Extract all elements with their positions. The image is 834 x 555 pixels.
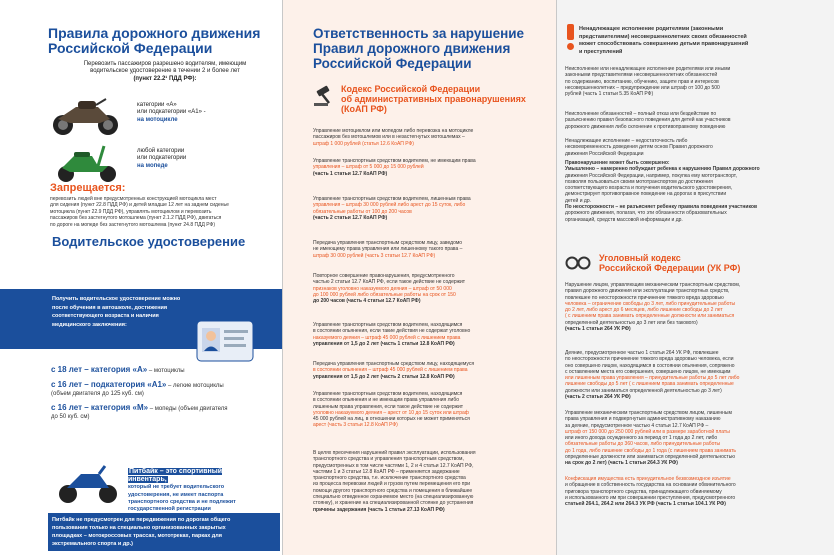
paragraph bbox=[313, 196, 538, 221]
paragraph bbox=[313, 450, 538, 513]
license-ages: с 18 лет – категория «А» – мотоциклы с 16 лет – подкатегория «А1» – легкие мотоциклы (объем двигателя до 125 куб. см) с 16 лет – категория «М» – мопеды (объем двигателя до 50 куб. см) bbox=[51, 365, 228, 420]
paragraph-line: управления – штраф от 5 000 до 15 000 рублей bbox=[313, 164, 424, 171]
paragraph-line: по содержанию, воспитанию, обучению, защите прав и интересов bbox=[565, 78, 719, 85]
paragraph-line: Умышленно – намеренно побуждает ребенка к нарушению Правил дорожного bbox=[565, 166, 760, 173]
paragraph-line: из процесса перевозки людей и грузов путем перемещения его при bbox=[313, 481, 471, 488]
paragraph-line: оно совершено лицом, находящимся в состоянии опьянения, сопряжено bbox=[565, 362, 735, 369]
paragraph-line: не имеющему права управления или лишенному такого права – bbox=[313, 246, 463, 253]
paragraph bbox=[565, 138, 827, 157]
paragraph-line: Повторное совершение правонарушения, предусмотренного bbox=[313, 273, 455, 279]
paragraph-line: транспортного средства и управления транспортным средством, bbox=[313, 456, 464, 463]
paragraph-line: пассажиров без мотошлемов или в незастегнутых мотошлемах – bbox=[313, 134, 465, 141]
moped-categories: любой категории или подкатегории на мопеде bbox=[137, 148, 187, 169]
paragraph-line: (часть 1 статьи 264 УК РФ) bbox=[565, 326, 631, 333]
paragraph-line: правил дорожного движения или эксплуатации транспортных средств, bbox=[565, 288, 730, 295]
paragraph-line: законными представителями несовершеннолетних обязанностей bbox=[565, 72, 718, 79]
paragraph-line: наказуемого деяния – штраф 45 000 рублей с лишением права bbox=[313, 334, 461, 341]
paragraph-line: лишение свободы до 5 лет ( с лишением права занимать определенные bbox=[565, 381, 734, 388]
paragraph-line: с оставлением места его совершения, совершено лицом, не имеющим bbox=[565, 368, 731, 375]
paragraph-line: Деяние, предусмотренное частью 1 статьи 264 УК РФ, повлекшее bbox=[565, 350, 719, 356]
paragraph-line: приговора транспортного средства, принадлежащего обвиняемому bbox=[565, 488, 722, 495]
paragraph-line: управления – штраф 30 000 рублей либо арест до 15 суток, либо bbox=[313, 202, 466, 209]
warning-text: Ненадлежащее исполнение родителями (законными представителями) несовершеннолетних своих обязанностей может способствовать совершению детьми правонарушений и преступлений bbox=[579, 26, 749, 55]
paragraph-line: По неосторожности – не разъясняет ребенку правила поведения участников bbox=[565, 204, 758, 211]
paragraph-line: помощи другого транспортного средства и помещения в ближайшее bbox=[313, 487, 473, 494]
paragraph-line: Неисполнение или ненадлежащее исполнение родителями или иными bbox=[565, 66, 731, 72]
paragraph bbox=[313, 361, 538, 380]
paragraph-line: арест (часть 3 статьи 12.8 КоАП РФ) bbox=[313, 422, 398, 429]
paragraph-line: В целях пресечения нарушений правил эксплуатации, использования bbox=[313, 450, 476, 456]
paragraph-line: Правонарушение может быть совершено: bbox=[565, 160, 670, 166]
paragraph-line: Конфискация имущества есть принудительное безвозмездное изъятие bbox=[565, 476, 731, 482]
paragraph-line: Передача управления транспортным средством лицу, заведомо bbox=[313, 240, 463, 246]
paragraph-line: движения Российской Федерации, например, покупка ему мототранспорт, bbox=[565, 172, 737, 179]
paragraph-line: частями 1 и 3 статьи 12.8 КоАП РФ – применяется задержание bbox=[313, 468, 460, 475]
paragraph-line: 45 000 рублей на лиц, в отношении которых не может применяться bbox=[313, 416, 470, 423]
paragraph-line: ( с лишением права занимать определенные должности или заниматься bbox=[565, 313, 735, 320]
koap-title: Кодекс Российской Федерации об административных правонарушениях (КоАП РФ) bbox=[341, 84, 526, 114]
paragraph-line: причины задержания (часть 1 статьи 27.13 КоАП РФ) bbox=[313, 506, 445, 513]
motorcycle-icon bbox=[48, 93, 123, 137]
paragraph bbox=[313, 391, 538, 429]
paragraph-line: человека – ограничение свободы до 3 лет, либо принудительные работы bbox=[565, 300, 736, 307]
paragraph bbox=[565, 111, 827, 130]
panel-parents-responsibility bbox=[557, 0, 834, 555]
handcuffs-icon bbox=[565, 255, 591, 271]
paragraph-line: повлекшее по неосторожности причинение тяжкого вреда здоровью bbox=[565, 294, 724, 301]
paragraph-line: (часть 2 статьи 264 УК РФ) bbox=[565, 394, 631, 401]
paragraph-line: на срок до 2 лет) (часть 1 статьи 264.3 УК РФ) bbox=[565, 460, 678, 467]
paragraph bbox=[565, 66, 827, 97]
paragraph-line: Ненадлежащее исполнение – недостаточность либо bbox=[565, 138, 688, 144]
paragraph-line: до 1 года, либо лишение свободы до 1 года (с лишением права занимать bbox=[565, 447, 737, 454]
paragraph-line: несовершеннолетних – предупреждение или штраф от 100 до 500 bbox=[565, 84, 720, 91]
paragraph-line: дорожного движения либо склонение к противоправному поведению bbox=[565, 123, 726, 130]
paragraph bbox=[565, 476, 827, 507]
paragraph-line: разъяснению правил безопасного поведения для детей как участников bbox=[565, 117, 731, 124]
moped-icon bbox=[52, 140, 122, 184]
paragraph-line: (часть 1 статьи 12.7 КоАП РФ) bbox=[313, 170, 388, 177]
paragraph-line: движения Российской Федерации bbox=[565, 150, 644, 157]
paragraph bbox=[313, 240, 538, 259]
traffic-rules-title: Правила дорожного движения Российской Федерации bbox=[48, 25, 261, 56]
passenger-intro: Перевозить пассажиров разрешено водителям, имеющим водительское удостоверение в течении 2 и более лет (пункт 22.2¹ ПДД РФ): bbox=[83, 61, 247, 82]
paragraph-line: Неисполнение обязанностей – полный отказ или бездействие по bbox=[565, 111, 717, 117]
paragraph-line: Управление транспортным средством водителем, находящимся bbox=[313, 322, 463, 328]
paragraph-line: должности или заниматься определенной деятельностью до 3 лет) bbox=[565, 387, 722, 394]
paragraph-line: уголовно наказуемого деяния – арест от 10 до 15 суток или штраф bbox=[313, 409, 469, 416]
paragraph-line: частью 2 статьи 12.7 КоАП РФ, если такое действие не содержит bbox=[313, 279, 466, 286]
motorcycle-categories: категории «А» или подкатегории «А1» - на мотоцикле bbox=[137, 102, 206, 123]
panel-responsibility bbox=[283, 0, 557, 555]
paragraph-line: признаков уголовно наказуемого деяния – штраф от 50 000 bbox=[313, 285, 452, 292]
paragraph-line: штраф от 150 000 до 250 000 рублей или в размере заработной платы bbox=[565, 428, 730, 435]
paragraph-line: определенные должности или заниматься определенной деятельностью bbox=[565, 454, 736, 461]
paragraph-line: Нарушение лицом, управляющим механическим транспортным средством, bbox=[565, 282, 741, 288]
paragraph bbox=[313, 128, 538, 147]
paragraph-line: в состоянии опьянения, если такие действия не содержат уголовно bbox=[313, 328, 471, 335]
gavel-icon bbox=[313, 85, 335, 107]
paragraph-line: транспортного средства, т.е. исключение транспортного средства bbox=[313, 475, 466, 482]
paragraph-line: детей и др. bbox=[565, 197, 591, 204]
paragraph-line: управления от 1,5 до 2 лет (часть 2 статьи 12.8 КоАП РФ) bbox=[313, 373, 455, 380]
pitbike-footer: Питбайк не предусмотрен для передвижения по дорогам общего пользования только на специально организованных закрытых площадках – мотокроссовых трассах, мототреках, парках для экстремального спорта и др.) bbox=[48, 513, 280, 551]
paragraph-line: статьей 264.1, 264.2 или 264.3 УК РФ (часть 1 статьи 104.1 УК РФ) bbox=[565, 501, 726, 508]
paragraph-line: до 2 лет, либо арест до 6 месяцев, либо лишение свободы до 2 лет bbox=[565, 307, 723, 314]
paragraph-line: по неосторожности причинение тяжкого вреда здоровью человека, если bbox=[565, 356, 734, 363]
paragraph-line: рублей (часть 1 статьи 5.35 КоАП РФ) bbox=[565, 91, 654, 98]
pitbike-definition: Питбайк – это спортивный инвентарь, который не требует водительского удостоверения, не имеет паспорта транспортного средства и не подлежит государственной регистрации bbox=[128, 468, 236, 513]
paragraph-line: до 100 000 рублей либо обязательные работы на срок от 150 bbox=[313, 291, 456, 298]
paragraph-line: Управление механическим транспортным средством лицом, лишенным bbox=[565, 410, 732, 416]
paragraph-line: штраф 30 000 рублей (часть 3 статьи 12.7 КоАП РФ) bbox=[313, 252, 436, 259]
paragraph-line: и использованного им при совершении преступления, предусмотренного bbox=[565, 494, 736, 501]
responsibility-title: Ответственность за нарушение Правил дорожного движения Российской Федерации bbox=[313, 26, 525, 71]
paragraph-line: лишенным права управления, если такое действие не содержит bbox=[313, 403, 464, 410]
panel-traffic-rules bbox=[0, 0, 283, 555]
license-card-icon bbox=[196, 320, 254, 364]
license-box: Получить водительское удостоверение можно после обучения в автошколе, достижения соответствующего возраста и наличия медицинского заключения: bbox=[0, 289, 283, 349]
paragraph-line: Передача управления транспортным средством лицу, находящемуся bbox=[313, 361, 475, 367]
paragraph-line: обязательные работы до 360 часов, либо принудительные работы bbox=[565, 441, 721, 448]
paragraph-line: обязательные работы от 100 до 200 часов bbox=[313, 208, 412, 215]
paragraph bbox=[313, 158, 538, 177]
paragraph bbox=[313, 273, 538, 304]
paragraph-line: дорожного движения, полагая, что эти обязанности образовательных bbox=[565, 210, 727, 217]
paragraph bbox=[313, 322, 538, 347]
paragraph-line: определенной деятельностью до 3 лет или без такового) bbox=[565, 319, 698, 326]
paragraph-line: и обращение в собственность государства на основании обвинительного bbox=[565, 482, 736, 489]
paragraph-line: Управление транспортным средством водителем, лишенным права bbox=[313, 196, 471, 202]
paragraph-line: в состоянии опьянения – штраф 45 000 рублей с лишением права bbox=[313, 367, 468, 374]
paragraph-line: несвоевременность доведения детям основ Правил дорожного bbox=[565, 144, 713, 151]
pitbike-icon bbox=[55, 462, 121, 504]
paragraph-line: или иного дохода осужденного за период от 1 года до 2 лет, либо bbox=[565, 435, 718, 442]
paragraph-line: соответствующего возраста и получения водительского удостоверения, bbox=[565, 185, 733, 192]
paragraph-line: позволяя пользоваться своим мототранспортом до достижения bbox=[565, 178, 713, 185]
paragraph bbox=[565, 160, 827, 223]
paragraph-line: демонстрирует противоправное поведение на дорогах в присутствии bbox=[565, 191, 727, 198]
forbidden-title: Запрещается: bbox=[50, 182, 126, 194]
uk-title: Уголовный кодекс Российской Федерации (УК РФ) bbox=[599, 253, 741, 273]
paragraph-line: в состоянии опьянения и не имеющим права управления либо bbox=[313, 397, 459, 404]
paragraph-line: управления от 1,5 до 2 лет (часть 1 статьи 12.8 КоАП РФ) bbox=[313, 340, 455, 347]
paragraph-line: специально отведенное охраняемое место (на специализированную bbox=[313, 494, 474, 501]
forbidden-text: перевозить людей вне предусмотренных конструкцией мотоцикла мест для сидения (пункт 22.8 ПДД РФ) и детей младше 12 лет на заднем сиденье мотоцикла (пункт 22.9 ПДД РФ), управлять мотоциклом и перевозить пассажиров без застегнутого мотошлема (пункт 2.1.2 ПДД РФ), двигаться по дороге на мопеде без застегнутого мотошлема (пункт 24.8 ПДД РФ) bbox=[50, 196, 229, 228]
paragraph-line: (часть 2 статьи 12.7 КоАП РФ) bbox=[313, 214, 388, 221]
paragraph bbox=[565, 410, 827, 467]
license-title: Водительское удостоверение bbox=[52, 234, 246, 249]
paragraph-line: Управление транспортным средством водителем, находящимся bbox=[313, 391, 463, 397]
exclamation-icon bbox=[565, 24, 575, 50]
paragraph-line: Управление транспортным средством водителем, не имеющим права bbox=[313, 158, 476, 164]
paragraph-line: предусмотренных в том числе частями 1, 2 и 4 статьи 12.7 КоАП РФ, bbox=[313, 462, 474, 469]
paragraph bbox=[565, 282, 827, 332]
paragraph-line: за деяние, предусмотренное частью 4 статьи 12.7 КоАП РФ – bbox=[565, 422, 709, 429]
paragraph-line: штраф 1 000 рублей (статья 12.6 КоАП РФ) bbox=[313, 140, 414, 147]
paragraph-line: организаций, средств массовой информации и др. bbox=[565, 216, 683, 223]
paragraph-line: до 200 часов (часть 4 статьи 12.7 КоАП РФ) bbox=[313, 298, 421, 305]
paragraph-line: права управления и подвергнутым административному наказанию bbox=[565, 416, 721, 423]
paragraph-line: стоянку), и хранение на специализированной стоянке до устранения bbox=[313, 500, 474, 507]
paragraph-line: или лишенным права управления – принудительные работы до 5 лет либо bbox=[565, 375, 740, 382]
paragraph-line: Управление мотоциклом или мопедом либо перевозка на мотоцикле bbox=[313, 128, 474, 134]
paragraph bbox=[565, 350, 827, 400]
